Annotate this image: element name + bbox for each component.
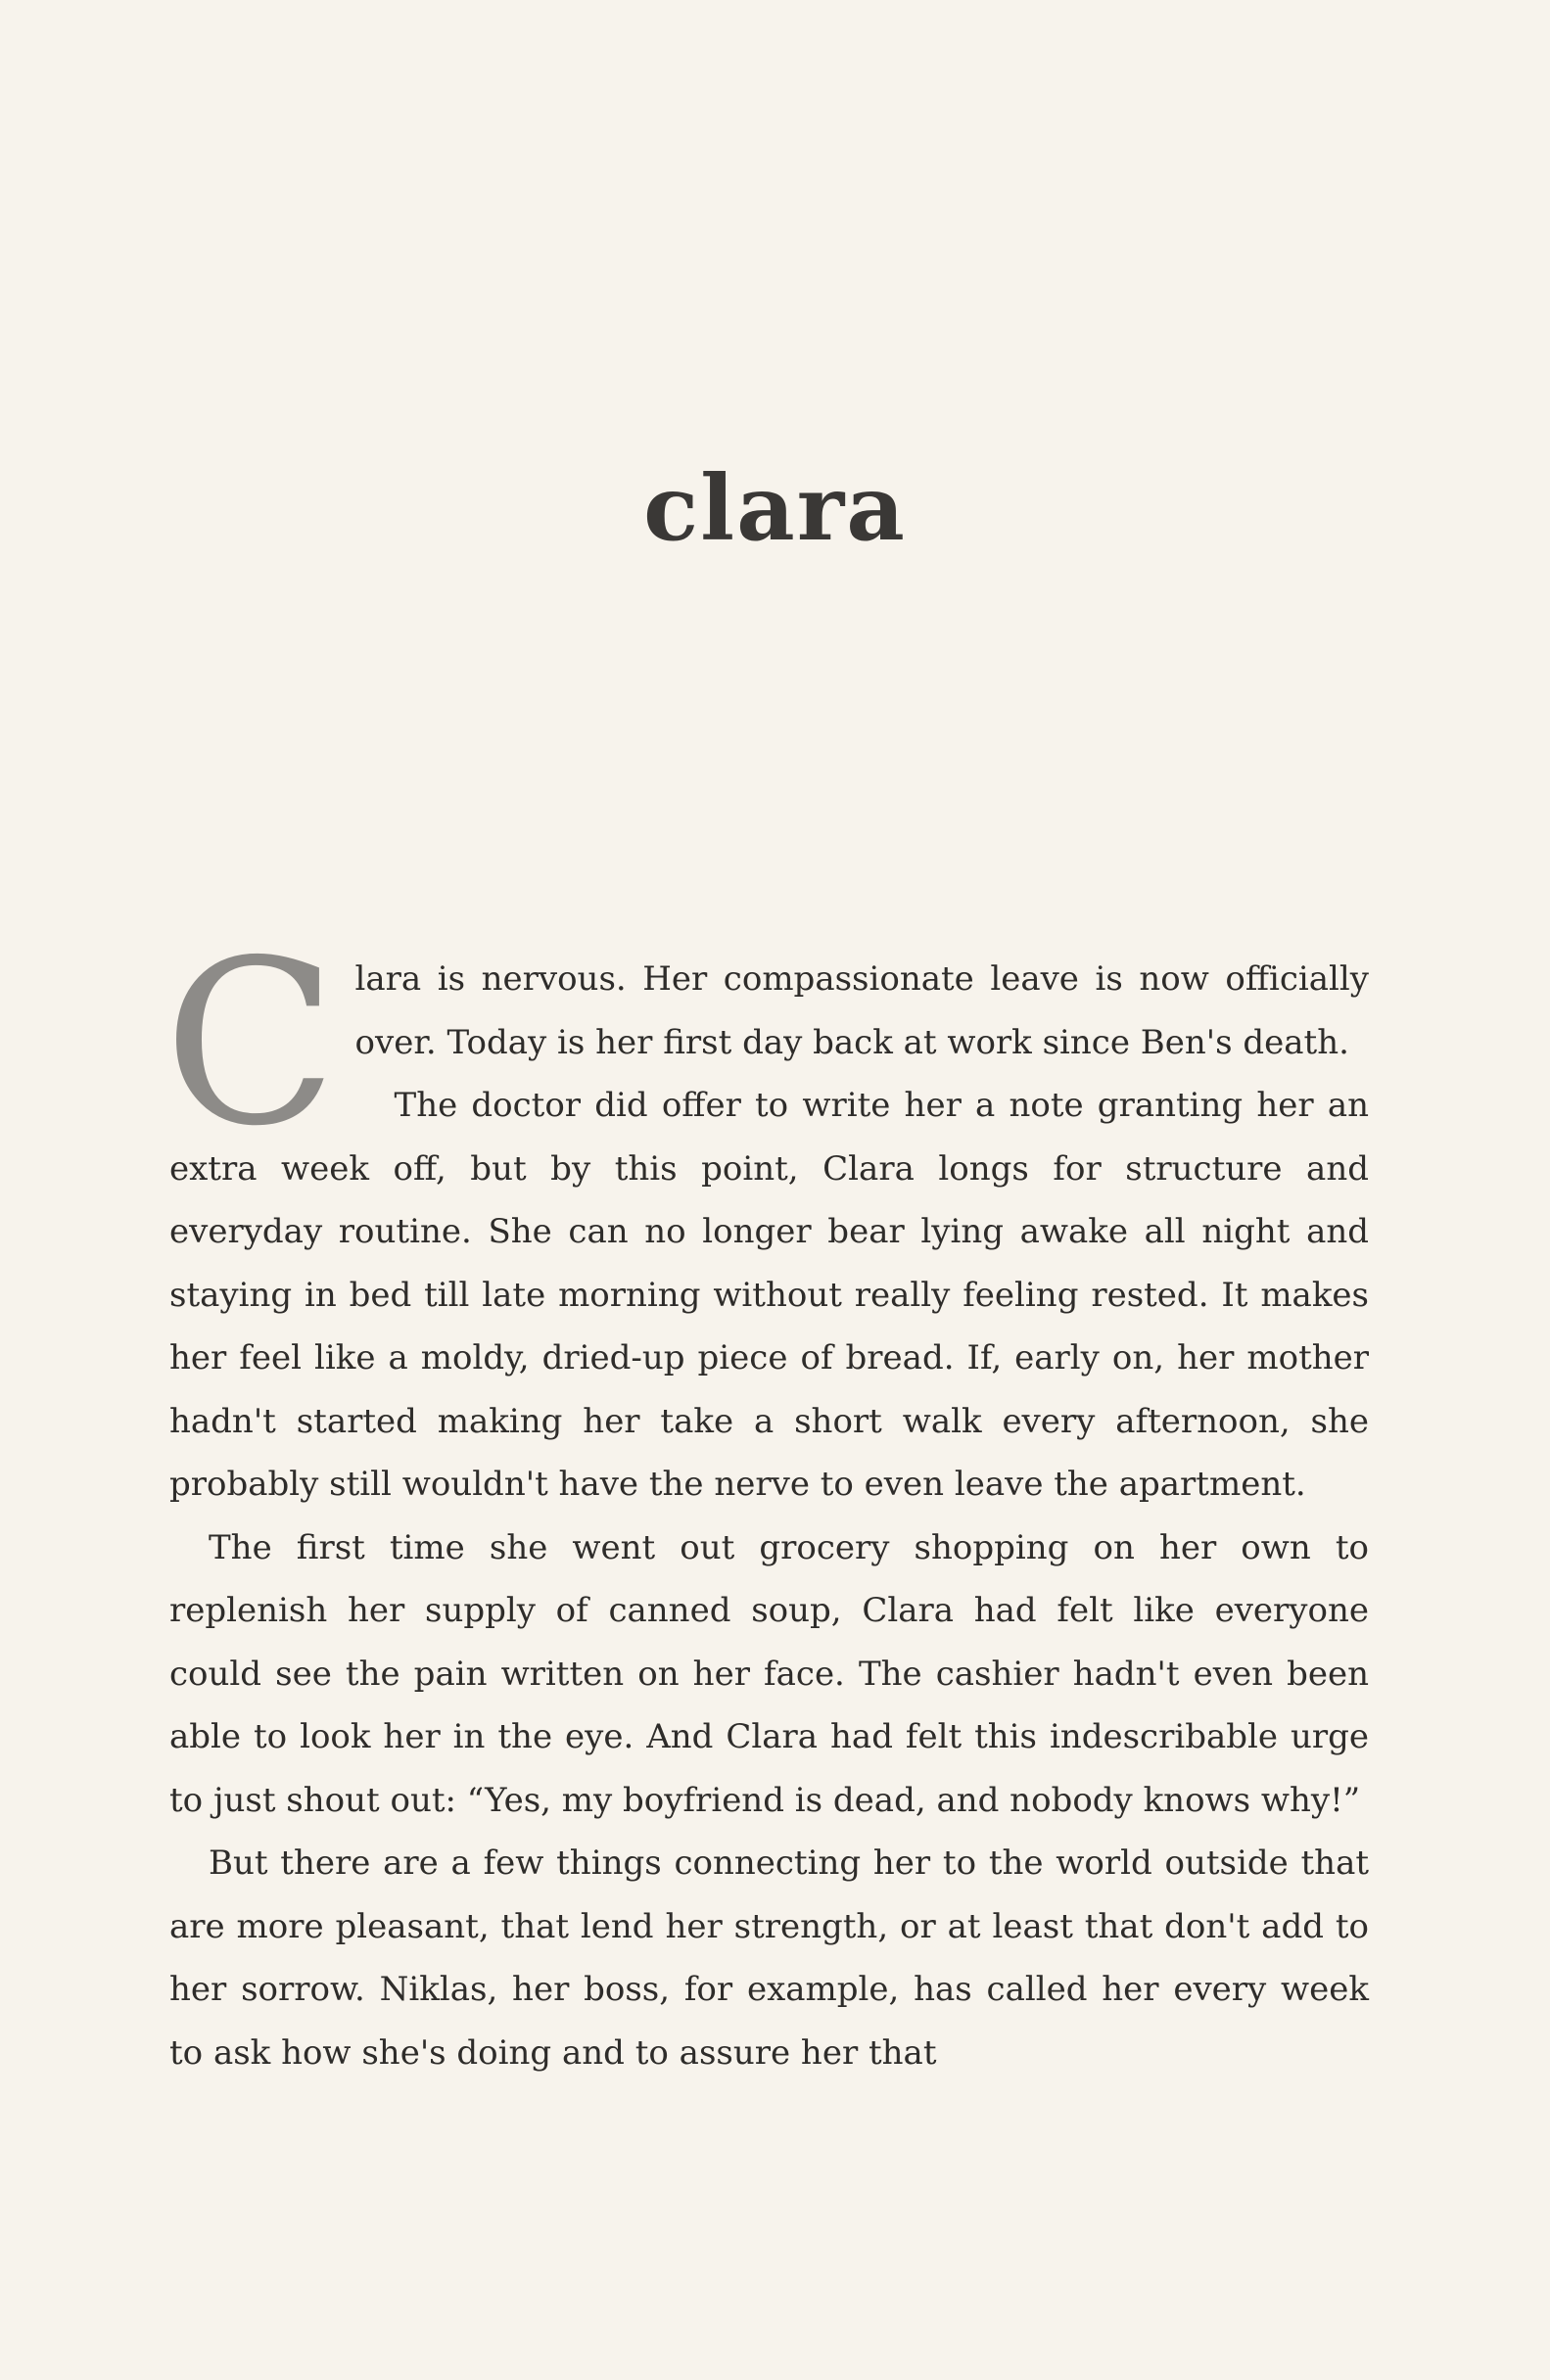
paragraph-1 [164,911,1369,1176]
paragraph-4: But there are a few things connecting her to the world outside that are more pleasant, that lend her strength, or at least that don't add to her sorrow. Niklas, her boss, for example, has called her every week to ask how she's doing and to assure her that [169,1843,1369,2073]
paragraph-2: The doctor did offer to write her a note granting her an extra week off, but by this point, Clara longs for structure and everyday routine. She can no longer bear lying awake all night and staying in bed till late morning without really feeling rested. It makes her feel like a moldy, dried-up piece of bread. If, early on, her mother hadn't started making her take a short walk every afternoon, she probably still wouldn't have the nerve to even leave the apartment. [169,1086,1369,1504]
chapter-title: clara [643,455,907,561]
chapter-body [164,911,1369,2084]
drop-cap-letter: C [164,911,338,1176]
paragraph-1-text: lara is nervous. Her compassionate leave is now officially over. Today is her first day back at work since Ben's death. [354,959,1369,1062]
paragraph-3: The first time she went out grocery shopping on her own to replenish her supply of canned soup, Clara had felt like everyone could see the pain written on her face. The cashier hadn't even been able to look her in the eye. And Clara had felt this indescribable urge to just shout out: “Yes, my boyfriend is dead, and nobody knows why!” [169,1527,1369,1820]
